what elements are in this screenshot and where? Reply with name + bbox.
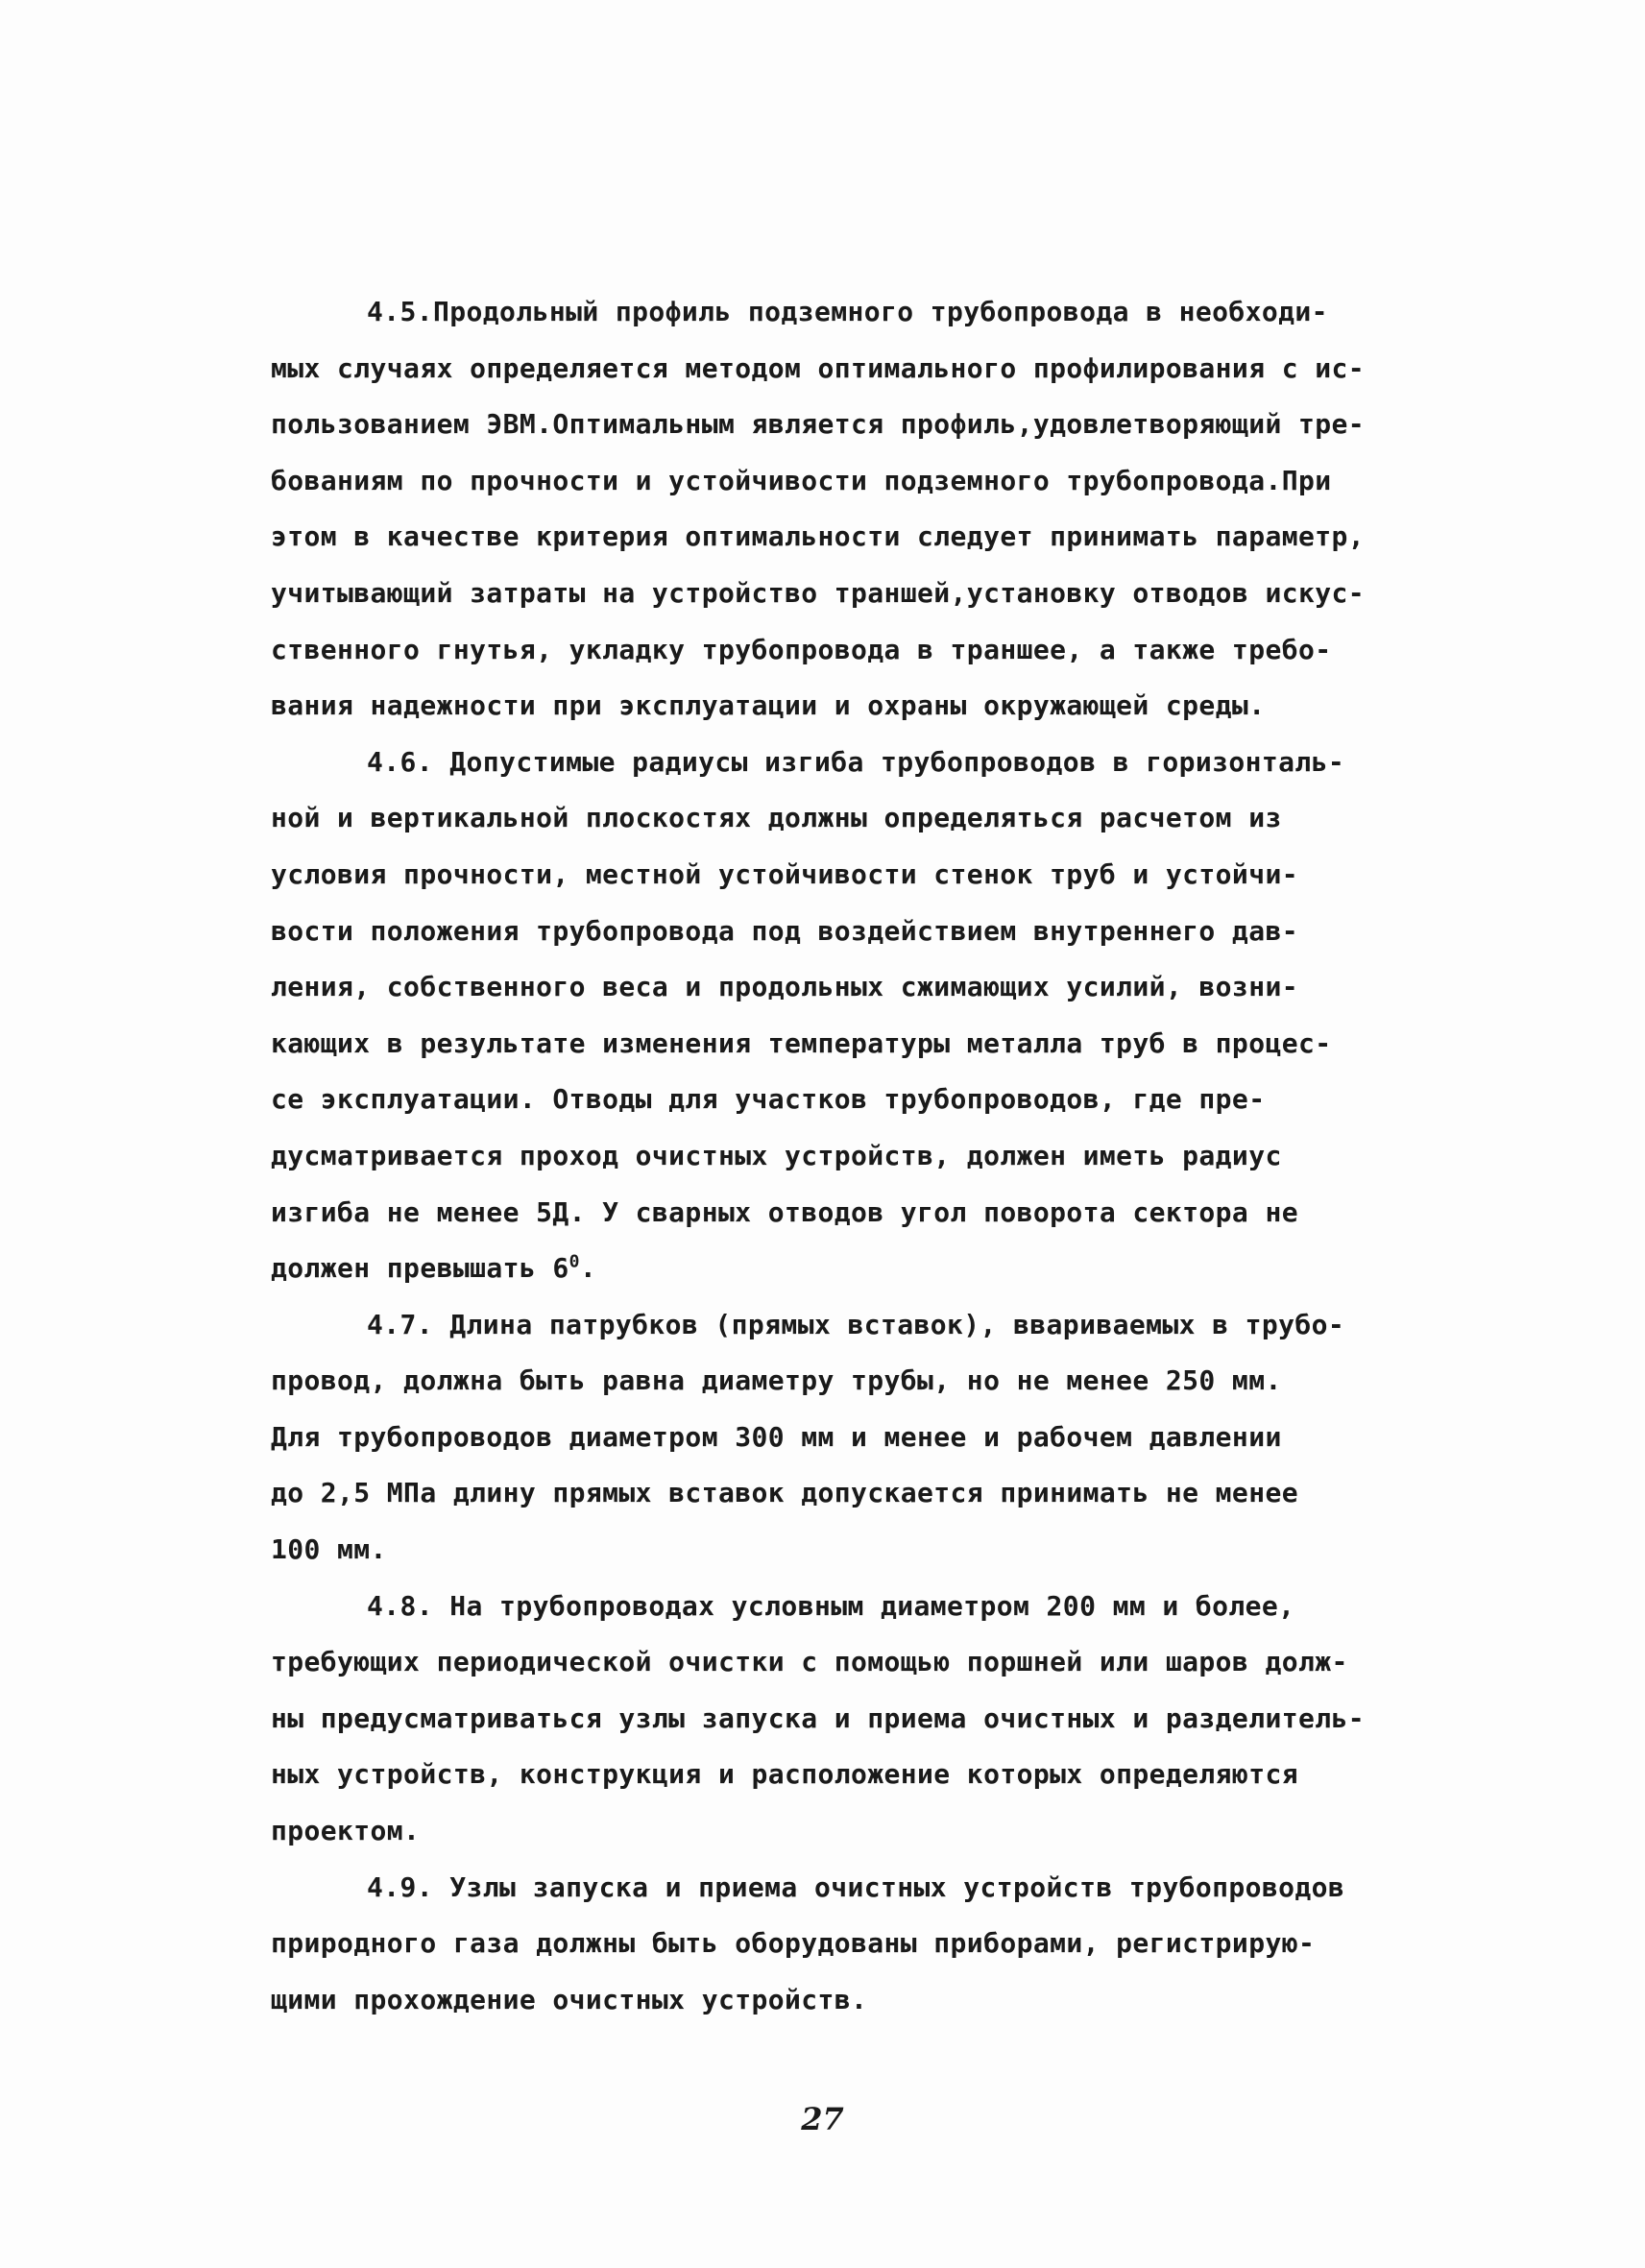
paragraph-4-5-line: ственного гнутья, укладку трубопровода в траншее, а также требо-: [271, 633, 1332, 665]
paragraph-4-7-line: 4.7. Длина патрубков (прямых вставок), ввариваемых в трубо-: [367, 1308, 1345, 1340]
paragraph-4-8-line: ны предусматриваться узлы запуска и приема очистных и разделитель-: [271, 1701, 1365, 1734]
paragraph-4-5-line: вания надежности при эксплуатации и охраны окружающей среды.: [271, 689, 1266, 722]
paragraph-4-7-line: до 2,5 МПа длину прямых вставок допускается принимать не менее: [271, 1477, 1298, 1509]
paragraph-4-5-line: пользованием ЭВМ.Оптимальным является профиль,удовлетворяющий тре-: [271, 408, 1365, 441]
paragraph-4-5-line: учитывающий затраты на устройство траншей,установку отводов искус-: [271, 576, 1365, 609]
paragraph-4-9-line: 4.9. Узлы запуска и приема очистных устройств трубопроводов: [367, 1870, 1345, 1903]
paragraph-4-8-line: требующих периодической очистки с помощью поршней или шаров долж-: [271, 1646, 1348, 1678]
paragraph-4-5-line: мых случаях определяется методом оптимального профилирования с ис-: [271, 351, 1365, 384]
paragraph-4-7-line: провод, должна быть равна диаметру трубы, но не менее 250 мм.: [271, 1364, 1282, 1397]
paragraph-4-6-line: 4.6. Допустимые радиусы изгиба трубопроводов в горизонталь-: [367, 745, 1345, 778]
paragraph-4-8-line: ных устройств, конструкция и расположение которых определяются: [271, 1758, 1298, 1791]
paragraph-4-6-end-punct: .: [579, 1252, 597, 1285]
paragraph-4-6-line: кающих в результате изменения температуры металла труб в процес-: [271, 1026, 1332, 1059]
paragraph-4-6-line: изгиба не менее 5Д. У сварных отводов угол поворота сектора не: [271, 1195, 1298, 1228]
paragraph-4-5-line: 4.5.Продольный профиль подземного трубопровода в необходи-: [367, 296, 1328, 327]
paragraph-4-6-line: ления, собственного веса и продольных сжимающих усилий, возни-: [271, 971, 1298, 1003]
paragraph-4-6-line: условия прочности, местной устойчивости стенок труб и устойчи-: [271, 857, 1298, 890]
paragraph-4-9-line: природного газа должны быть оборудованы приборами, регистрирую-: [271, 1927, 1316, 1960]
paragraph-4-5-line: бованиям по прочности и устойчивости подземного трубопровода.При: [271, 464, 1332, 496]
paragraph-4-6-line: дусматривается проход очистных устройств, должен иметь радиус: [271, 1139, 1282, 1171]
paragraph-4-8-line: 4.8. На трубопроводах условным диаметром 200 мм и более,: [367, 1589, 1295, 1622]
paragraph-4-7-line: Для трубопроводов диаметром 300 мм и менее и рабочем давлении: [271, 1420, 1282, 1453]
degree-superscript: 0: [568, 1251, 580, 1272]
document-body: [271, 284, 1466, 2028]
paragraph-4-9-line: щими прохождение очистных устройств.: [271, 1983, 868, 2015]
page-number: 27: [801, 2101, 844, 2137]
paragraph-4-5-line: этом в качестве критерия оптимальности следует принимать параметр,: [271, 520, 1365, 553]
paragraph-4-6-last-line: [271, 1241, 1466, 1297]
paragraph-4-6-line: ной и вертикальной плоскостях должны определяться расчетом из: [271, 802, 1282, 834]
paragraph-4-7-line: 100 мм.: [271, 1533, 387, 1566]
paragraph-4-6-line: се эксплуатации. Отводы для участков трубопроводов, где пре-: [271, 1083, 1266, 1116]
paragraph-4-8-line: проектом.: [271, 1815, 421, 1847]
paragraph-4-6-line-text: должен превышать 6: [271, 1252, 569, 1285]
paragraph-4-6-line: вости положения трубопровода под воздействием внутреннего дав-: [271, 914, 1298, 947]
